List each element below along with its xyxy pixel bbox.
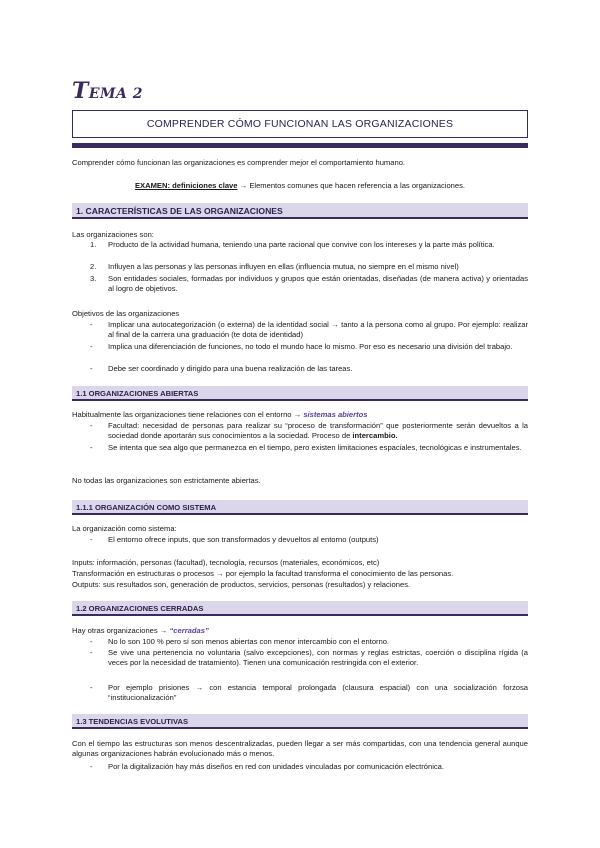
title-banner: COMPRENDER CÓMO FUNCIONAN LAS ORGANIZACIONES xyxy=(72,110,528,138)
list-item: - Implica una diferenciación de funciones, no todo el mundo hace lo mismo. Por eso es necesario una división del trabajo. xyxy=(90,342,513,351)
s12-lead: Hay otras organizaciones → “cerradas” xyxy=(72,626,209,635)
section-heading-1-3: 1.3 TENDENCIAS EVOLUTIVAS xyxy=(72,714,528,729)
s111-lead: La organización como sistema: xyxy=(72,524,177,533)
topic-rest: EMA 2 xyxy=(88,86,144,102)
examen-line xyxy=(72,181,528,191)
section-heading-1-1: 1.1 ORGANIZACIONES ABIERTAS xyxy=(72,386,528,401)
list-item: 3. Son entidades sociales, formadas por individuos y grupos que están orientadas, diseñadas (de manera activa) y orientadas al logro de objetivos. xyxy=(90,274,528,294)
examen-label: EXAMEN: definiciones clave xyxy=(134,181,238,190)
list-item: - Se intenta que sea algo que permanezca en el tiempo, pero existen limitaciones espaciales, tecnológicas e instrumentales. xyxy=(90,443,522,452)
transformation-line: Transformación en estructuras o procesos → por ejemplo la facultad transforma el conocimiento de las personas. xyxy=(72,569,454,578)
list-item: 1. Producto de la actividad humana, teniendo una parte racional que convive con los intereses y la parte más política. xyxy=(90,240,495,249)
list-item: 2. Influyen a las personas y las personas influyen en ellas (influencia mutua, no siempre en el mismo nivel) xyxy=(90,262,459,271)
section-heading-1: 1. CARACTERÍSTICAS DE LAS ORGANIZACIONES xyxy=(72,203,528,219)
topic-heading xyxy=(72,78,143,104)
s1-lead: Las organizaciones son: xyxy=(72,230,154,239)
s1-lead2: Objetivos de las organizaciones xyxy=(72,309,180,318)
examen-text: → Elementos comunes que hacen referencia a las organizaciones. xyxy=(237,181,466,190)
s11-lead: Habitualmente las organizaciones tiene relaciones con el entorno → sistemas abiertos xyxy=(72,410,368,419)
s11-closing: No todas las organizaciones son estrictamente abiertas. xyxy=(72,476,261,485)
list-item: - Debe ser coordinado y dirigido para una buena realización de las tareas. xyxy=(90,364,353,373)
topic-initial: T xyxy=(72,78,89,104)
s13-lead: Con el tiempo las estructuras son menos descentralizadas, pueden llegar a ser más compartidas, con una tendencia general aunque algunas organizaciones habrán evolucionado más o menos. xyxy=(72,739,528,759)
list-item: - Se vive una pertenencia no voluntaria (salvo excepciones), con normas y reglas estrictas, coerción o disciplina rígida (a veces por la necesidad de tratamiento). Tienen una comunicación restringida con el exterior. xyxy=(90,648,528,668)
inputs-line: Inputs: información, personas (facultad), tecnología, recursos (materiales, económicos, etc) xyxy=(72,558,380,567)
list-item: - Por ejemplo prisiones → con estancia temporal prolongada (clausura espacial) con una socialización forzosa “institucionalización” xyxy=(90,683,528,703)
list-item: - Por la digitalización hay más diseños en red con unidades vinculadas por comunicación electrónica. xyxy=(90,762,445,771)
title-rule xyxy=(72,143,528,148)
section-heading-1-1-1: 1.1.1 ORGANIZACIÓN COMO SISTEMA xyxy=(72,500,528,515)
list-item: - No lo son 100 % pero sí son menos abiertas con menor intercambio con el entorno. xyxy=(90,637,390,646)
intro-paragraph: Comprender cómo funcionan las organizaciones es comprender mejor el comportamiento humano. xyxy=(72,158,406,167)
list-item: - Implicar una autocategorización (o externa) de la identidad social → tanto a la persona como al grupo. Por ejemplo: realizar al final de la carrera una graduación (te dota de identidad) xyxy=(90,320,528,340)
section-heading-1-2: 1.2 ORGANIZACIONES CERRADAS xyxy=(72,601,528,616)
list-item: - El entorno ofrece inputs, que son transformados y devueltos al entorno (outputs) xyxy=(90,535,379,544)
list-item: - Facultad: necesidad de personas para realizar su “proceso de transformación” que posteriormente serán devueltos a la sociedad donde aportarán sus conocimientos a la sociedad. Proceso de intercambio. xyxy=(90,421,528,441)
outputs-line: Outputs: sus resultados son, generación de productos, servicios, personas (resultados) y relaciones. xyxy=(72,580,411,589)
